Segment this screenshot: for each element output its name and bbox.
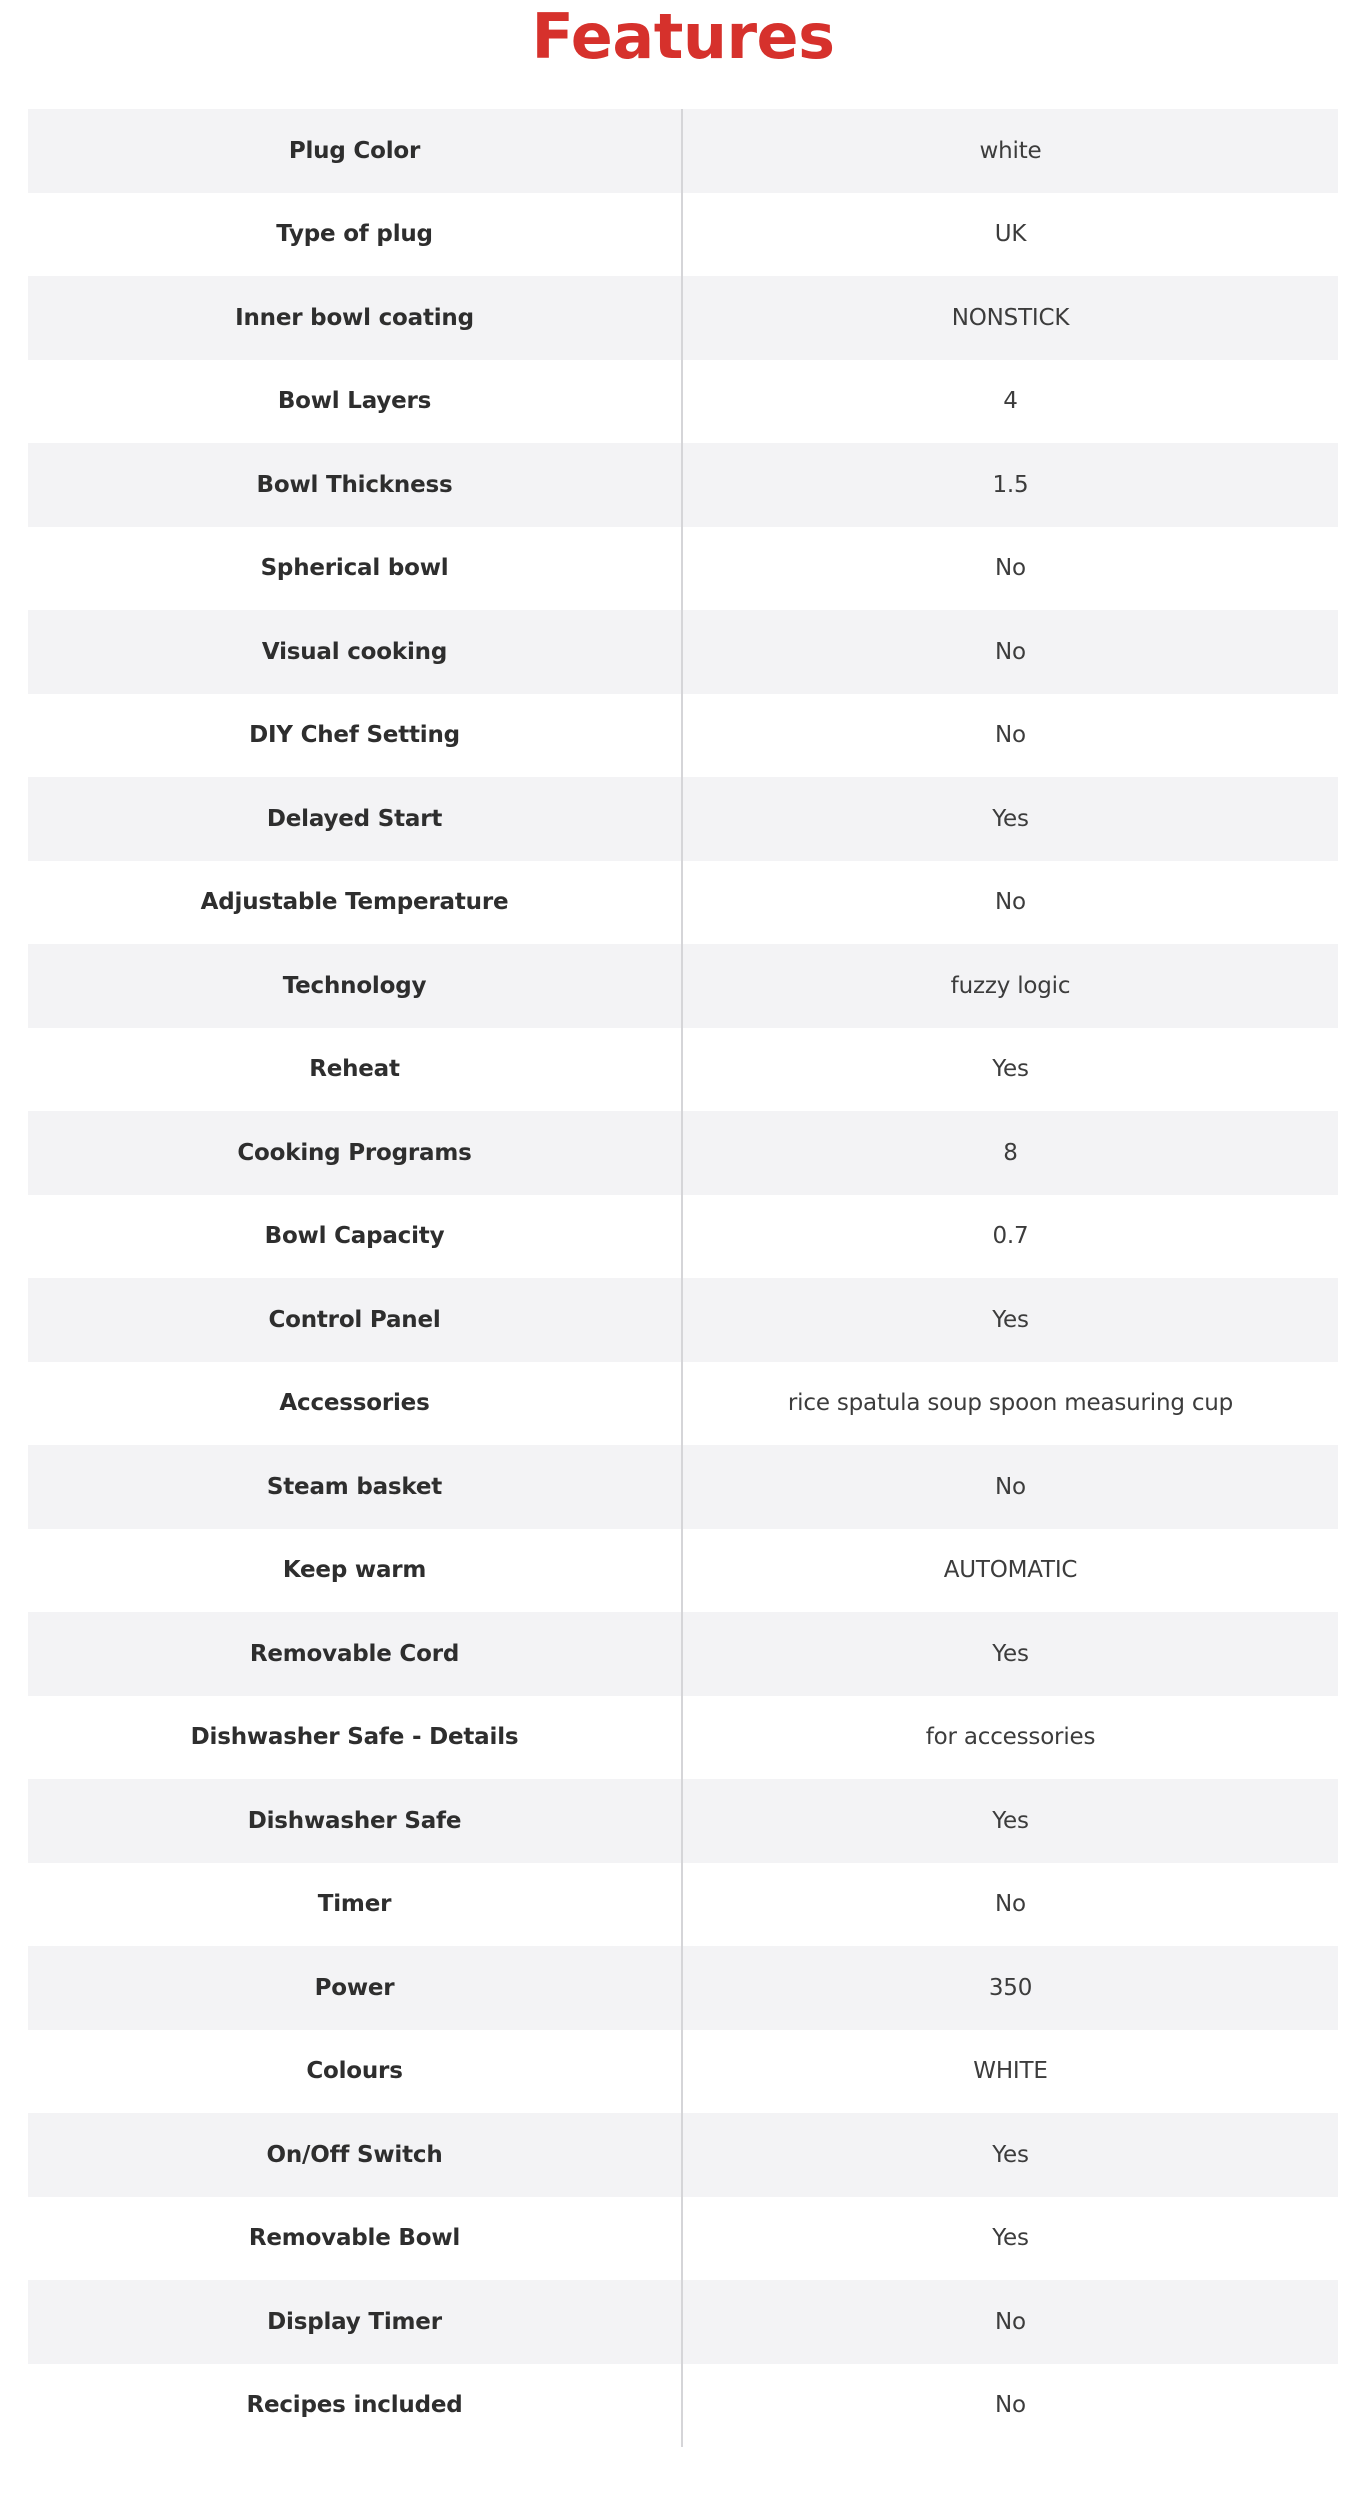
feature-row (28, 1362, 1338, 1446)
feature-name: Inner bowl coating (28, 276, 683, 360)
feature-value: fuzzy logic (950, 972, 1071, 999)
feature-value: No (995, 2308, 1026, 2335)
feature-value: AUTOMATIC (943, 1557, 1078, 1584)
feature-value: 1.5 (992, 471, 1029, 498)
feature-row (28, 109, 1338, 193)
feature-value: WHITE (973, 2058, 1048, 2085)
feature-value: Yes (992, 1807, 1029, 1834)
feature-value: No (995, 889, 1026, 916)
feature-value: Yes (992, 1306, 1029, 1333)
feature-value: Yes (992, 2225, 1029, 2252)
feature-value: 350 (988, 1974, 1033, 2001)
feature-value: Yes (992, 805, 1029, 832)
feature-name: Recipes included (28, 2364, 683, 2448)
feature-value: Yes (992, 2141, 1029, 2168)
feature-name: Display Timer (28, 2280, 683, 2364)
feature-name: Plug Color (28, 109, 683, 193)
feature-name: Accessories (28, 1362, 683, 1446)
feature-name: Dishwasher Safe (28, 1779, 683, 1863)
feature-value: white (979, 137, 1042, 164)
feature-row (28, 1111, 1338, 1195)
feature-name: Control Panel (28, 1278, 683, 1362)
feature-row (28, 1278, 1338, 1362)
feature-value: 8 (1003, 1139, 1018, 1166)
feature-name: Type of plug (28, 193, 683, 277)
feature-name: Cooking Programs (28, 1111, 683, 1195)
page-title: Features (531, 0, 835, 73)
feature-name: DIY Chef Setting (28, 694, 683, 778)
feature-row (28, 1195, 1338, 1279)
feature-row (28, 527, 1338, 611)
feature-name: Removable Cord (28, 1612, 683, 1696)
feature-row (28, 694, 1338, 778)
feature-row (28, 777, 1338, 861)
feature-row (28, 2280, 1338, 2364)
feature-value: No (995, 638, 1026, 665)
feature-name: Bowl Capacity (28, 1195, 683, 1279)
feature-row (28, 2113, 1338, 2197)
feature-value: No (995, 722, 1026, 749)
feature-row (28, 276, 1338, 360)
feature-name: Spherical bowl (28, 527, 683, 611)
feature-row (28, 2364, 1338, 2448)
feature-value: Yes (992, 1640, 1029, 1667)
feature-name: Keep warm (28, 1529, 683, 1613)
feature-name: Bowl Layers (28, 360, 683, 444)
feature-name: Reheat (28, 1028, 683, 1112)
features-table (28, 109, 1338, 2447)
feature-value: No (995, 2392, 1026, 2419)
feature-name: Visual cooking (28, 610, 683, 694)
feature-value: No (995, 1473, 1026, 1500)
feature-name: Removable Bowl (28, 2197, 683, 2281)
feature-row (28, 360, 1338, 444)
feature-value: NONSTICK (951, 304, 1070, 331)
feature-name: Steam basket (28, 1445, 683, 1529)
feature-row (28, 944, 1338, 1028)
feature-row (28, 1028, 1338, 1112)
feature-row (28, 2030, 1338, 2114)
feature-value: 4 (1003, 388, 1018, 415)
feature-value: for accessories (925, 1724, 1096, 1751)
feature-name: Colours (28, 2030, 683, 2114)
feature-row (28, 1863, 1338, 1947)
feature-row (28, 1529, 1338, 1613)
feature-name: Technology (28, 944, 683, 1028)
feature-value: Yes (992, 1056, 1029, 1083)
feature-row (28, 1696, 1338, 1780)
feature-name: Power (28, 1946, 683, 2030)
feature-value: No (995, 1891, 1026, 1918)
feature-row (28, 193, 1338, 277)
feature-value: No (995, 555, 1026, 582)
feature-name: Bowl Thickness (28, 443, 683, 527)
feature-row (28, 1612, 1338, 1696)
feature-row (28, 610, 1338, 694)
feature-value: rice spatula soup spoon measuring cup (787, 1390, 1234, 1417)
feature-row (28, 1779, 1338, 1863)
feature-name: Dishwasher Safe - Details (28, 1696, 683, 1780)
feature-value: UK (994, 221, 1027, 248)
feature-name: Adjustable Temperature (28, 861, 683, 945)
feature-row (28, 1445, 1338, 1529)
feature-name: On/Off Switch (28, 2113, 683, 2197)
feature-name: Timer (28, 1863, 683, 1947)
feature-row (28, 1946, 1338, 2030)
feature-row (28, 443, 1338, 527)
feature-value: 0.7 (992, 1223, 1029, 1250)
feature-name: Delayed Start (28, 777, 683, 861)
feature-row (28, 861, 1338, 945)
feature-row (28, 2197, 1338, 2281)
